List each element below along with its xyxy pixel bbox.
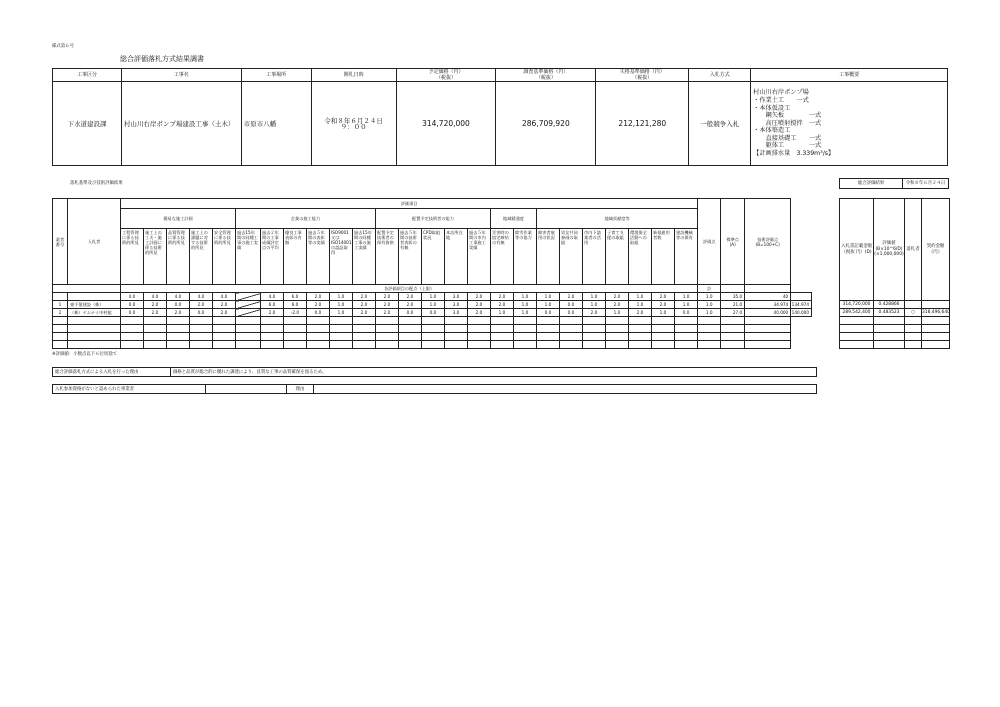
score-cell: 6.0 [261,301,284,309]
disqualify-price-value: 212,121,280 [596,82,689,166]
score-cell: 34.974 [745,301,791,309]
empty-row [53,325,812,333]
table-row: 2 （株）ヤムナミ中村組 0.0 2.0 2.0 0.0 2.0 2.0 -2.0 0.0 1.0 2.0 2.0 0.0 0.0 3.0 2.0 1.0 1.0 0.0 0.0 2.0 1.0 2.0 1.0 0.0 1.0 27.0 40.000 140.000 [53,309,812,317]
subitem: 環境保全活動への取組 [629,229,652,285]
score-cell: 0.0 [422,309,445,317]
score-cell: 4.0 [190,293,213,301]
score-cell: 2.0 [376,301,399,309]
date-value: 令和８年６月２４日 ９：００ [311,82,396,166]
subitem: 建設機械等の保有 [675,229,698,285]
survey-price-value: 286,709,920 [496,82,596,166]
evaluation-table [52,198,812,349]
group-company: 企業の施工能力 [236,209,376,229]
score-cell: 2.0 [353,309,376,317]
score-cell: 2.0 [560,293,583,301]
score-cell: 2.0 [491,301,514,309]
table-row: 314,720,000 0.428866 [840,301,950,309]
tech-header: 技術評価点 (B=100+C) [745,199,791,285]
subitem: 市内下請業者の活用 [583,229,606,285]
reason-text: 価格と品質が総合的に優れた調達により、良質な工事の品質確保を図るため。 [173,370,327,375]
score-cell: 1.0 [583,301,606,309]
score-cell: 6.0 [284,301,307,309]
subitem: 過去２年間の工事成績評定点の平均 [261,229,284,285]
score-cell: 1.0 [491,309,514,317]
reason-box [52,367,817,377]
subitem: 災害時の協定締結の有無 [491,229,514,285]
score-cell: 3.0 [445,293,468,301]
score-cell: 0.0 [121,309,144,317]
col-estimate: 予定価格（円） （税抜） [396,69,496,82]
score-cell: 2.0 [468,301,491,309]
score-cell: 0.0 [121,301,144,309]
score-cell: 1.0 [514,293,537,301]
subitem: 過去15年間の同種工事の施工実績 [236,229,261,285]
score-cell: 2.0 [468,309,491,317]
total-label: 計 [698,285,721,293]
score-cell: 0.0 [560,309,583,317]
estimate-value: 314,720,000 [396,82,496,166]
score-cell: 1.0 [514,301,537,309]
score-cell: 2.0 [376,309,399,317]
col-date: 開札日時 [311,69,396,82]
exclusion-reason-label: 理由 [287,385,314,393]
score-cell: 2.0 [652,293,675,301]
total-result-box: 総合評価結果 令和８年６月２４日 [839,178,949,189]
group-engineer: 配置予定技術者の能力 [376,209,491,229]
score-cell: 35.0 [721,293,745,301]
score-cell: 1.0 [422,293,445,301]
score-cell: 1.0 [698,293,721,301]
division-value: 下水道建設課 [53,82,122,166]
score-header: 評価点 [698,199,721,285]
score-cell: 2.0 [307,293,330,301]
winner-mark: ○ [905,309,922,317]
score-cell: 2.0 [491,293,514,301]
score-cell: 2.0 [213,301,236,309]
score-cell: 2.0 [144,309,167,317]
subitem: 過去15年間の同種工事の施工実績 [353,229,376,285]
subitem: 男女共同参画の取組 [560,229,583,285]
base-header: 標準点 (A) [721,199,745,285]
subitem: 過去５年間の技術者表彰の有無 [399,229,422,285]
weights-row [53,293,812,301]
score-cell: 2.0 [583,309,606,317]
score-cell: 1.0 [330,301,353,309]
score-cell: 2.0 [353,293,376,301]
score-cell: 27.0 [721,309,745,317]
group-locality: 地域精通度 [491,209,537,229]
score-cell: 1.0 [537,301,560,309]
eval-section-title: 落札基準及び技術評価結果 [70,181,123,186]
score-cell: 40.000 [745,309,791,317]
score-cell: 1.0 [422,301,445,309]
subitem: 優良工事表彰の有無 [284,229,307,285]
subitem: 子育て支援の取組 [606,229,629,285]
subitem: 本店所在地 [445,229,468,285]
score-cell: 1.0 [698,309,721,317]
score-cell: 0.0 [307,309,330,317]
score-cell: 21.0 [721,301,745,309]
method-value: 一般競争入札 [689,82,751,166]
score-cell: 2.0 [606,301,629,309]
score-cell: 2.0 [399,293,422,301]
score-cell: 2.0 [606,293,629,301]
document-title: 総合評価落札方式結果調書 [120,55,204,63]
subitem: 除雪作業等の協力 [514,229,537,285]
price-header: 入札書記載金額 （税抜 円）(D) [840,199,874,301]
subitem: 配置予定技術者の保有資格 [376,229,399,285]
score-cell: 2.0 [261,309,284,317]
subitem: 過去５年間の市内工事施工実績 [468,229,491,285]
project-name-value: 村山川右岸ポンプ場建設工事（土木） [121,82,241,166]
score-cell: 1.0 [675,301,698,309]
score-cell: 140.000 [791,309,812,317]
reason-label: 総合評価落札方式による入札を行った理由 [53,368,171,376]
score-cell: 1.0 [583,293,606,301]
score-cell: 4.0 [261,293,284,301]
not-applicable-cell [236,293,261,301]
score-cell: 2.0 [190,301,213,309]
rounding-note: ※評価値：小数点以下６位切捨て [52,352,118,357]
bidder-header: 入札者 [68,199,121,285]
score-cell: 0.0 [399,309,422,317]
subitem: 新規雇用者数 [652,229,675,285]
col-summary: 工事概要 [751,69,948,82]
score-cell: 1.0 [606,309,629,317]
empty-row [53,317,812,325]
score-cell: 1.0 [698,301,721,309]
score-cell: 134.974 [791,301,812,309]
score-cell: 4.0 [144,293,167,301]
not-applicable-cell [236,309,261,317]
subitem: 工程管理に係る技術的所見 [121,229,144,285]
score-cell: 2.0 [399,301,422,309]
value-header: 評価値 (B×10^6/D) (×1,000,000) [874,199,905,301]
project-header-table [52,68,948,166]
empty-row [53,341,812,349]
table-row: 1 東千葉建設（株） 0.0 2.0 0.0 2.0 2.0 6.0 6.0 2.0 1.0 2.0 2.0 2.0 1.0 3.0 2.0 2.0 1.0 1.0 0.0 1.0 2.0 1.0 2.0 1.0 1.0 21.0 34.974 134.974 [53,301,812,309]
exclusion-box [52,384,817,394]
score-cell: 1.0 [330,309,353,317]
col-division: 工事区分 [53,69,122,82]
score-cell: -2.0 [284,309,307,317]
subitem: 障害者雇用の状況 [537,229,560,285]
items-header: 評価項目 [121,199,698,209]
score-cell: 1.0 [629,293,652,301]
score-cell: 4.0 [167,293,190,301]
score-cell: 2.0 [213,309,236,317]
score-cell: 6.0 [284,293,307,301]
summary-value: 村山川右岸ポンプ場 ・作業土工 一式 ・本体仮設工 鋼矢板 一式 高圧噴射撹拌 一式 ・本体築造工 直接基礎工 一式 躯体工 一式 【計画排水量 3.339m³/s】 [751,82,948,166]
score-cell: 0.0 [167,301,190,309]
seq-header: 業者 番号 [53,199,68,285]
col-disqualify-price: 失格基準価格（円） （税抜） [596,69,689,82]
score-cell: 2.0 [353,301,376,309]
score-cell: 1.0 [675,293,698,301]
score-cell: 1.0 [537,293,560,301]
table-row: 289,542,400 0.483523 ○ 318,496,640 [840,309,950,317]
subitem: 施工上の課題に対する技術的所見 [190,229,213,285]
score-cell: 0.0 [560,301,583,309]
form-number: 様式第６号 [52,44,74,49]
col-place: 工事場所 [241,69,311,82]
subitem: 安全管理に係る技術的所見 [213,229,236,285]
score-cell: 1.0 [652,309,675,317]
score-cell: 2.0 [629,309,652,317]
score-cell: 4.0 [213,293,236,301]
col-survey-price: 調査基準価格（円） （税抜） [496,69,596,82]
subitem: 施工上の工夫・施工計画に係る技術的所見 [144,229,167,285]
score-cell: 4.0 [121,293,144,301]
contract-header: 契約金額 （円） [922,199,950,301]
winner-header: 落札者 [905,199,922,301]
group-contribution: 地域貢献度等 [537,209,698,229]
empty-row [53,333,812,341]
score-cell: 0.0 [190,309,213,317]
not-applicable-cell [236,301,261,309]
score-cell: 1.0 [629,301,652,309]
score-cell: 3.0 [445,301,468,309]
score-cell: 2.0 [376,293,399,301]
score-cell: 1.0 [514,309,537,317]
weights-label: 各評価項目の配点（上限） [121,285,698,293]
score-cell [791,293,812,301]
score-cell: 1.0 [330,293,353,301]
score-cell: 0.0 [675,309,698,317]
score-cell: 2.0 [652,301,675,309]
score-cell: 2.0 [307,301,330,309]
group-plan: 簡易な施工計画 [121,209,236,229]
score-cell: 2.0 [167,309,190,317]
exclusion-label: 入札参加資格がないと認められた事業者 [53,385,206,393]
score-cell: 0.0 [537,309,560,317]
score-cell: 40 [745,293,791,301]
col-method: 入札方式 [689,69,751,82]
score-cell: 2.0 [144,301,167,309]
subitem: 過去５年間の表彰等の実績 [307,229,330,285]
subitem: 品質管理に係る技術的所見 [167,229,190,285]
result-table [839,198,950,349]
place-value: 市原市八幡 [241,82,311,166]
score-cell: 3.0 [445,309,468,317]
subitem: CPD取組状況 [422,229,445,285]
score-cell: 2.0 [468,293,491,301]
col-name: 工事名 [121,69,241,82]
subitem: ISO9001又はISO14001の認証取得 [330,229,353,285]
